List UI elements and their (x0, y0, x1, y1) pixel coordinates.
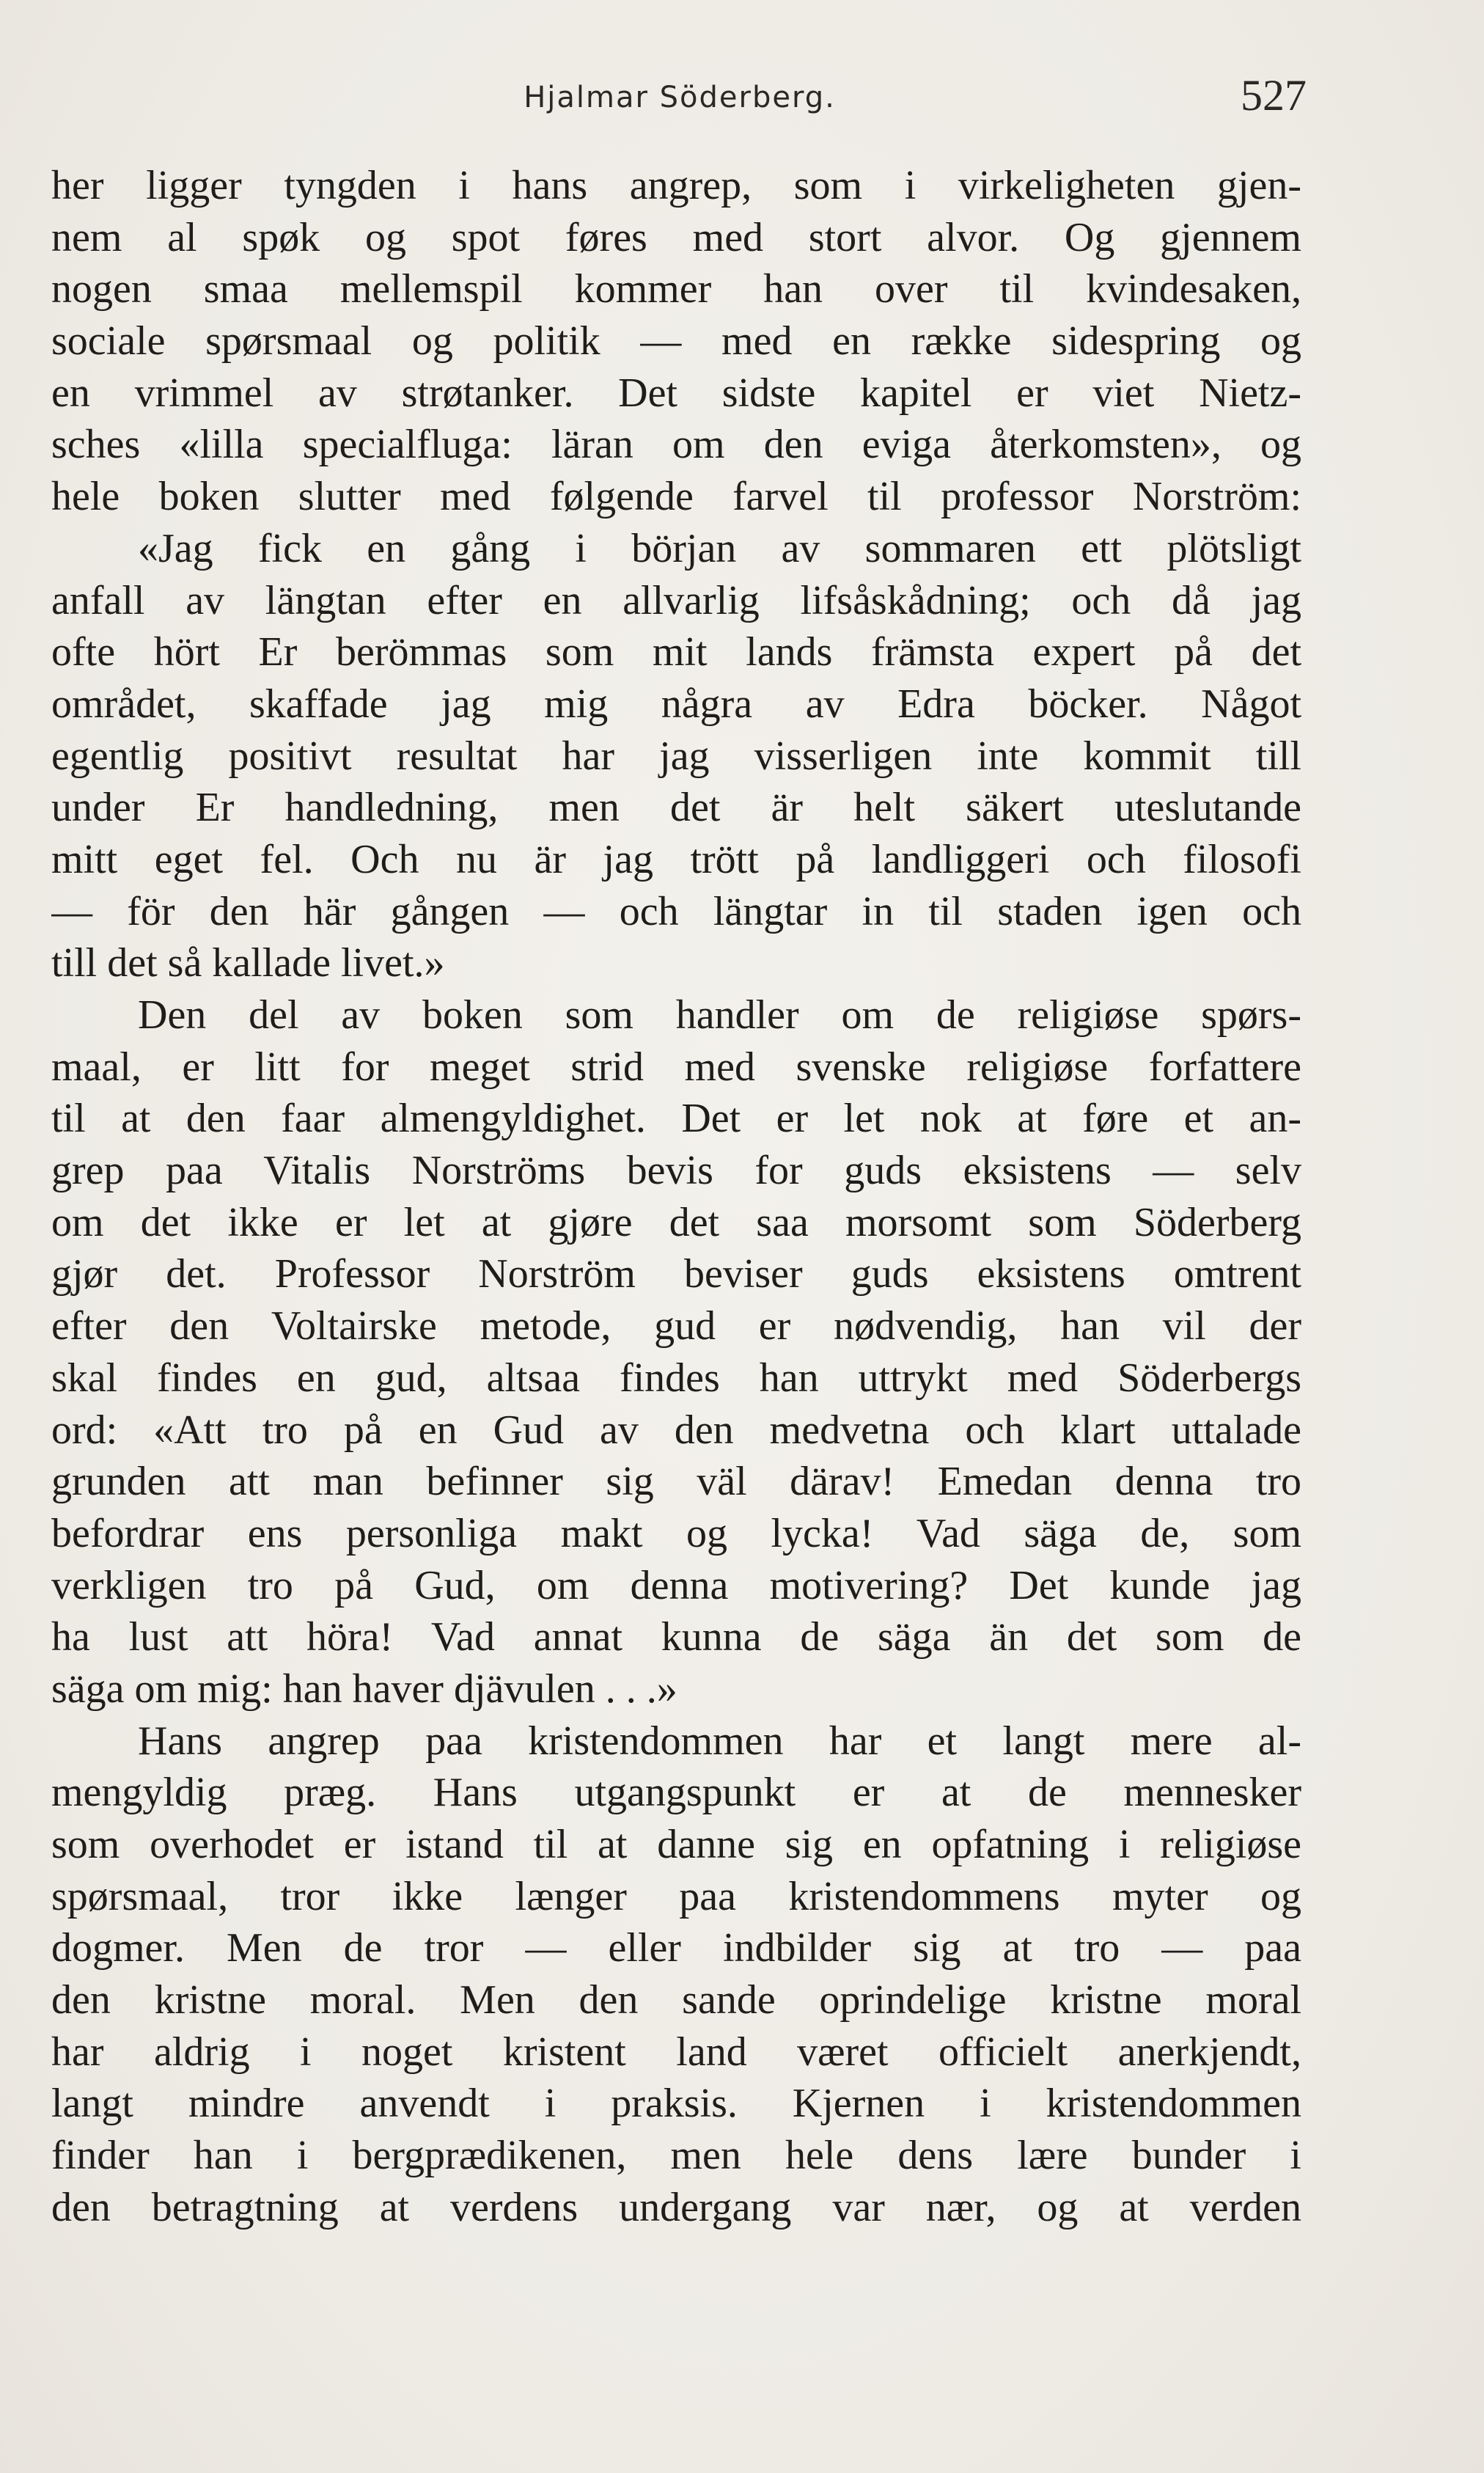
text-line: Hans angrep paa kristendommen har et langt mere al- (138, 1718, 1301, 1764)
text-line: ha lust att höra! Vad annat kunna de säga än det som de (51, 1614, 1301, 1660)
text-line: under Er handledning, men det är helt säkert uteslutande (51, 785, 1301, 831)
text-line: den betragtning at verdens undergang var nær, og at verden (51, 2184, 1301, 2230)
text-line: området, skaffade jag mig några av Edra böcker. Något (51, 681, 1301, 727)
text-line: «Jag fick en gång i början av sommaren ett plötsligt (138, 525, 1301, 571)
text-line: verkligen tro på Gud, om denna motivering? Det kunde jag (51, 1562, 1301, 1608)
text-line: säga om mig: han haver djävulen . . .» (51, 1666, 677, 1712)
text-line: har aldrig i noget kristent land været officielt anerkjendt, (51, 2029, 1301, 2075)
text-line: sches «lilla specialfluga: läran om den eviga återkomsten», og (51, 422, 1301, 468)
text-line: nem al spøk og spot føres med stort alvor. Og gjennem (51, 214, 1301, 260)
text-line: anfall av längtan efter en allvarlig lifsåskådning; och då jag (51, 577, 1301, 623)
text-line: grunden att man befinner sig väl därav! Emedan denna tro (51, 1459, 1301, 1505)
page-header (53, 70, 1307, 129)
text-line: egentlig positivt resultat har jag visserligen inte kommit till (51, 733, 1301, 779)
text-line: ofte hört Er berömmas som mit lands främsta expert på det (51, 629, 1301, 675)
text-line: dogmer. Men de tror — eller indbilder sig at tro — paa (51, 1925, 1301, 1971)
text-line: befordrar ens personliga makt og lycka! Vad säga de, som (51, 1510, 1301, 1556)
text-line: mengyldig præg. Hans utgangspunkt er at de mennesker (51, 1770, 1301, 1816)
text-line: den kristne moral. Men den sande oprindelige kristne moral (51, 1977, 1301, 2023)
text-line: til at den faar almengyldighet. Det er let nok at føre et an- (51, 1096, 1301, 1142)
text-line: till det så kallade livet.» (51, 940, 445, 986)
text-line: sociale spørsmaal og politik — med en række sidespring og (51, 318, 1301, 364)
body-text (51, 160, 1301, 2234)
text-line: mitt eget fel. Och nu är jag trött på landliggeri och filosofi (51, 836, 1301, 882)
text-line: — för den här gången — och längtar in til staden igen och (51, 888, 1301, 934)
text-line: maal, er litt for meget strid med svenske religiøse forfattere (51, 1044, 1301, 1090)
text-line: skal findes en gud, altsaa findes han uttrykt med Söderbergs (51, 1355, 1301, 1401)
text-line: nogen smaa mellemspil kommer han over til kvindesaken, (51, 266, 1301, 312)
text-line: gjør det. Professor Norström beviser guds eksistens omtrent (51, 1251, 1301, 1297)
text-line: grep paa Vitalis Norströms bevis for guds eksistens — selv (51, 1148, 1301, 1194)
running-head: Hjalmar Söderberg. (524, 81, 836, 114)
text-line: finder han i bergprædikenen, men hele dens lære bunder i (51, 2133, 1301, 2179)
text-line: spørsmaal, tror ikke længer paa kristendommens myter og (51, 1873, 1301, 1919)
text-line: her ligger tyngden i hans angrep, som i virkeligheten gjen- (51, 163, 1301, 208)
page-number: 527 (1241, 71, 1307, 120)
text-line: Den del av boken som handler om de religiøse spørs- (138, 992, 1301, 1038)
text-line: en vrimmel av strøtanker. Det sidste kapitel er viet Nietz- (51, 370, 1301, 416)
text-line: hele boken slutter med følgende farvel til professor Norström: (51, 474, 1301, 520)
text-line: om det ikke er let at gjøre det saa morsomt som Söderberg (51, 1199, 1301, 1245)
text-line: langt mindre anvendt i praksis. Kjernen i kristendommen (51, 2081, 1301, 2127)
text-line: efter den Voltairske metode, gud er nødvendig, han vil der (51, 1303, 1301, 1349)
text-line: som overhodet er istand til at danne sig en opfatning i religiøse (51, 1822, 1301, 1867)
text-line: ord: «Att tro på en Gud av den medvetna och klart uttalade (51, 1407, 1301, 1453)
